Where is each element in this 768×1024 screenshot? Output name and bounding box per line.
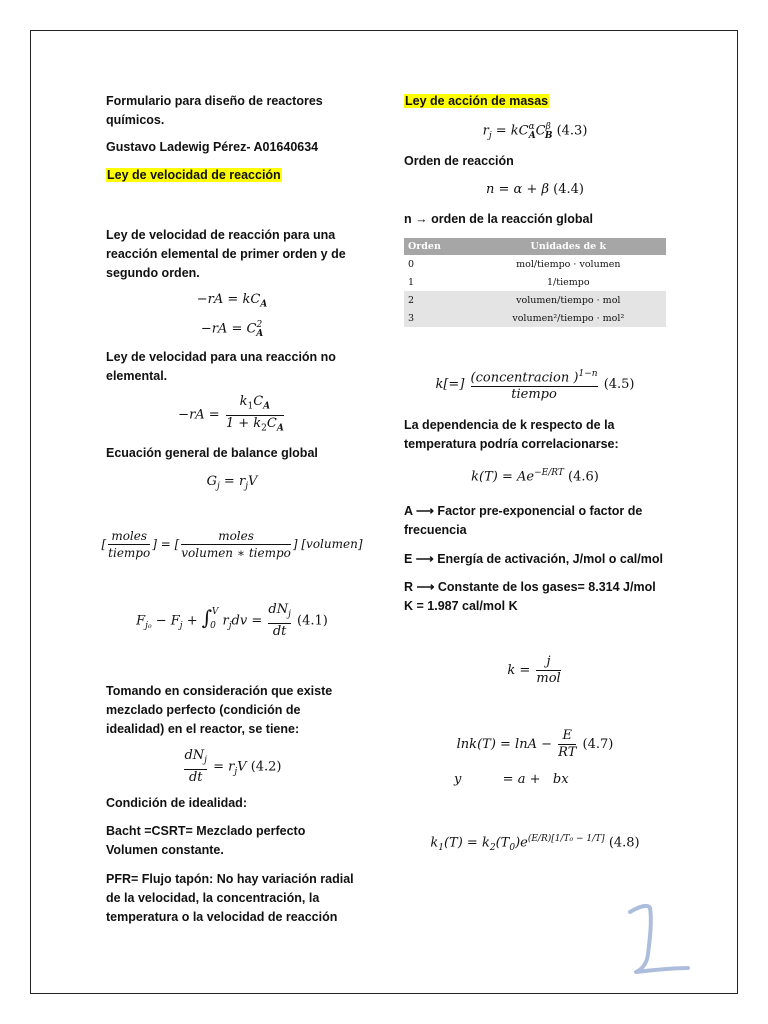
eqnum-4-5: (4.5): [603, 377, 635, 393]
equation-first-order: $-rA = kC_A$: [196, 292, 268, 310]
handwritten-one-mark: [614, 898, 704, 988]
equation-k-units: k = $\frac{j}{\text{mol}}$: [507, 654, 561, 686]
mass-action-heading-wrap: [404, 92, 549, 111]
table-cell: 1/tiempo: [547, 276, 590, 288]
eqnum-4-7: (4.7): [582, 737, 614, 752]
equation-4-5: k[=] $\frac{(concentracion )^{1-n}}{\text{tiempo}}$ (4.5): [435, 369, 635, 403]
table-cell: 1: [408, 276, 415, 288]
author-line: Gustavo Ladewig Pérez- A01640634: [106, 140, 319, 154]
paragraph-E: E ⟶ Energía de activación, J/mol o cal/mol: [404, 552, 663, 566]
equation-4-4: n = α + β (4.4): [486, 182, 584, 197]
paragraph-ideal: Condición de idealidad:: [106, 796, 247, 810]
paragraph-pfr: PFR= Flujo tapón: No hay variación radial de la velocidad, la concentración, la temperatura o la velocidad de reacción: [106, 872, 354, 924]
equation-4-8: $k_1(T) = k_2(T_0)e^{(E/R)[1/T_0 - 1/T]}$ (4.8): [430, 834, 640, 853]
rate-law-heading-wrap: [106, 166, 282, 185]
equation-4-3: $r_j = kC^\alpha_AC^\beta_B$ (4.3): [482, 122, 588, 141]
equation-4-7: lnk(T) = lnA − $\frac{E}{RT}$ (4.7): [456, 728, 614, 760]
eqnum-4-3: (4.3): [556, 123, 588, 139]
table-row: [404, 291, 666, 309]
table-row: [404, 255, 666, 273]
units-table: [404, 238, 666, 327]
equation-units: [ $\frac{\text{moles}}{\text{tiempo}}$ ] = [ $\frac{\text{moles}}{\text{volumen ∗ tiempo}}$ ] [volumen]: [101, 529, 363, 560]
table-cell: volumen²/tiempo · mol²: [471, 309, 666, 327]
equation-balance: $G_j = r_jV$: [206, 474, 258, 492]
table-header-units: Unidades de k: [471, 238, 666, 255]
equation-second-order: $-rA = C^2_A$: [200, 320, 264, 339]
paragraph-nonelemental: Ley de velocidad para una reacción no elemental.: [106, 350, 336, 383]
paragraph-order: Orden de reacción: [404, 154, 514, 168]
table-row: [404, 309, 666, 327]
equation-4-6: $k(T) = Ae^{-E/RT}$ (4.6): [471, 468, 599, 485]
eqnum-4-8: (4.8): [608, 835, 640, 851]
equation-4-1: $F_{j_0} - F_j + \int_0^V$ $r_jdv$ = $\frac{dN_j}{dt}$ (4.1): [136, 602, 328, 639]
table-cell: 2: [404, 291, 471, 309]
eqnum-4-2: (4.2): [250, 759, 282, 775]
table-header-row: [404, 238, 666, 255]
paragraph-R: R ⟶ Constante de los gases= 8.314 J/mol K = 1.987 cal/mol K: [404, 580, 656, 613]
mass-action-heading: Ley de acción de masas: [405, 94, 549, 108]
equation-linear-form: y = a + bx: [454, 772, 569, 787]
document-title: Formulario para diseño de reactores químicos.: [106, 94, 323, 127]
table-cell: volumen/tiempo · mol: [471, 291, 666, 309]
paragraph-global-order: n → orden de la reacción global: [404, 212, 593, 226]
eqnum-4-6: (4.6): [568, 469, 599, 485]
eqnum-4-4: (4.4): [553, 182, 584, 197]
paragraph-dependence: La dependencia de k respecto de la temperatura podría correlacionarse:: [404, 418, 619, 451]
table-cell: 3: [404, 309, 471, 327]
table-cell: mol/tiempo · volumen: [516, 258, 621, 270]
paragraph-mixing: Tomando en consideración que existe mezclado perfecto (condición de idealidad) en el reactor, se tiene:: [106, 684, 333, 736]
paragraph-elemental: Ley de velocidad de reacción para una reacción elemental de primer orden y de segundo orden.: [106, 228, 346, 280]
paragraph-bacht: Bacht =CSRT= Mezclado perfecto Volumen constante.: [106, 824, 306, 857]
equation-nonelemental: −rA = $\frac{k_1C_A}{1 + k_2C_A}$: [106, 394, 358, 436]
equation-4-2: $\frac{dN_j}{dt}$ = $r_jV$ (4.2): [184, 748, 282, 785]
paragraph-balance: Ecuación general de balance global: [106, 446, 318, 460]
table-row: [404, 273, 666, 291]
rate-law-heading: Ley de velocidad de reacción: [107, 168, 281, 182]
table-cell: 0: [408, 258, 415, 270]
eqnum-4-1: (4.1): [297, 613, 328, 629]
paragraph-A: A ⟶ Factor pre-exponencial o factor de frecuencia: [404, 504, 643, 537]
table-header-order: Orden: [404, 238, 471, 255]
